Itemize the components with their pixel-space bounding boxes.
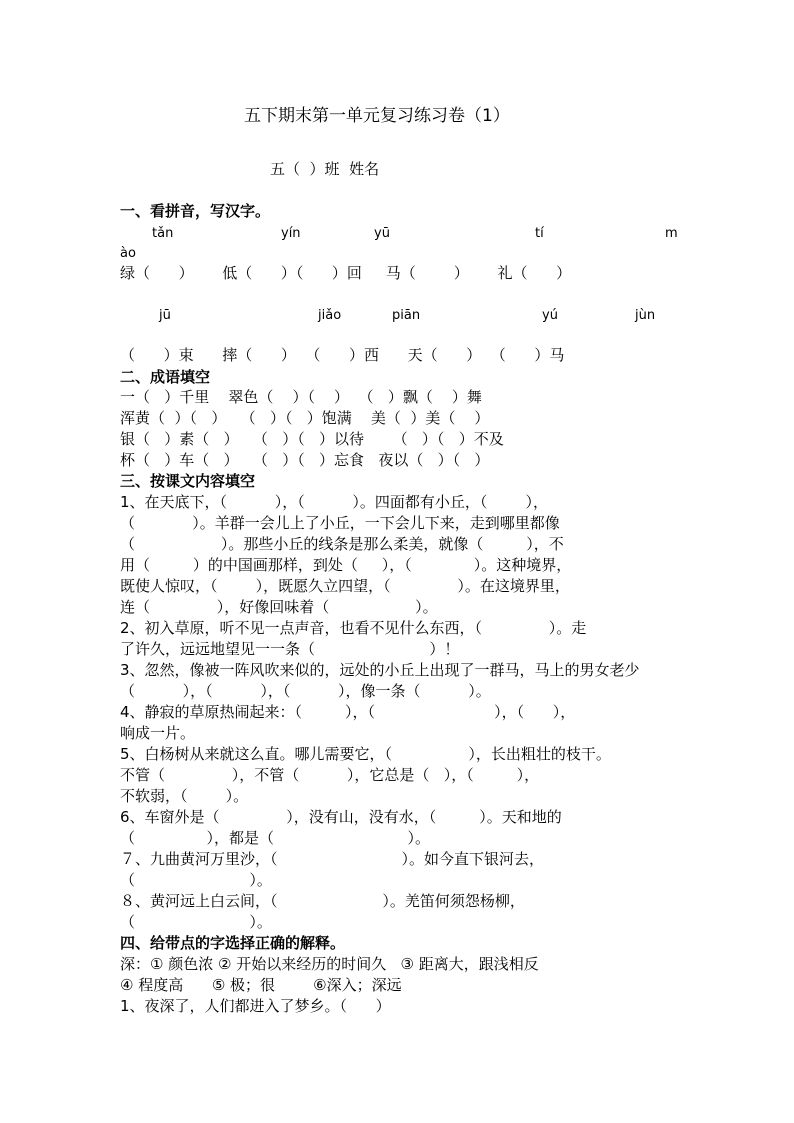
passage-line: （ ）。那些小丘的线条是那么柔美，就像（ ），不 — [120, 535, 564, 553]
hanzi-blank-row: 绿（ ） 低（ ）（ ）回 马（ ） 礼（ ） — [120, 264, 572, 282]
passage-line: 了许久，远远地望见一一条（ ）！ — [120, 640, 460, 658]
section-heading-4: 四、给带点的字选择正确的解释。 — [120, 934, 346, 952]
passage-line: 2、初入草原，听不见一点声音，也看不见什么东西，（ ）。走 — [120, 619, 587, 637]
passage-line: （ ）。羊群一会儿上了小丘，一下会儿下来，走到哪里都像 — [120, 514, 560, 532]
passage-line: ７、九曲黄河万里沙，（ ）。如今直下银河去， — [120, 850, 544, 868]
explain-line: ④ 程度高 ⑤ 极；很 ⑥深入；深远 — [120, 976, 402, 994]
idiom-line: 银（ ）素（ ） （ ）（ ）以待 （ ）（ ）不及 — [120, 430, 504, 448]
passage-line: 4、静寂的草原热闹起来：（ ），（ ），（ ）， — [120, 703, 576, 721]
section-heading-2: 二、成语填空 — [120, 368, 211, 386]
passage-line: 3、忽然，像被一阵风吹来似的，远处的小丘上出现了一群马，马上的男女老少 — [120, 661, 640, 679]
idiom-line: 杯（ ）车（ ） （ ）（ ）忘食 夜以（ ）（ ） — [120, 451, 490, 469]
passage-line: 响成一片。 — [120, 724, 196, 742]
pinyin: jiǎo — [318, 308, 342, 323]
idiom-line: 一（ ）千里 翠色（ ）（ ） （ ）飘（ ）舞 — [120, 388, 482, 406]
passage-line: 6、车窗外是（ ），没有山，没有水，（ ）。天和地的 — [120, 808, 562, 826]
explain-line: 深：① 颜色浓 ② 开始以来经历的时间久 ③ 距离大，跟浅相反 — [120, 955, 539, 973]
pinyin: tí — [535, 226, 544, 241]
pinyin: piān — [392, 308, 421, 323]
pinyin: tǎn — [152, 226, 174, 241]
pinyin: yú — [542, 308, 558, 323]
passage-line: 不管（ ），不管（ ），它总是（ ），（ ）， — [120, 766, 540, 784]
passage-line: 既使人惊叹，（ ），既愿久立四望，（ ）。在这境界里， — [120, 577, 570, 595]
pinyin: jū — [159, 308, 171, 323]
section-heading-3: 三、按课文内容填空 — [120, 472, 256, 490]
hanzi-blank-row: （ ）束 摔（ ） （ ）西 天（ ） （ ）马 — [120, 346, 565, 364]
pinyin: jùn — [635, 308, 656, 323]
section-heading-1: 一、看拼音，写汉字。 — [120, 202, 271, 220]
passage-line: （ ），（ ），（ ），像一条（ ）。 — [120, 682, 491, 700]
passage-line: 5、白杨树从来就这么直。哪儿需要它，（ ），长出粗壮的枝干。 — [120, 745, 611, 763]
explain-line: 1、夜深了，人们都进入了梦乡。（ ） — [120, 997, 391, 1015]
page-title: 五下期末第一单元复习练习卷（1） — [244, 106, 510, 126]
passage-line: （ ）。 — [120, 913, 272, 931]
pinyin: ào — [120, 246, 136, 261]
passage-line: 用（ ）的中国画那样，到处（ ），（ ）。这种境界， — [120, 556, 572, 574]
pinyin: m — [665, 226, 678, 241]
passage-line: （ ），都是（ ）。 — [120, 829, 431, 847]
idiom-line: 浑黄（ ）（ ） （ ）（ ）饱满 美（ ）美（ ） — [120, 409, 490, 427]
pinyin: yū — [374, 226, 390, 241]
pinyin: yín — [281, 226, 301, 241]
passage-line: 连（ ），好像回味着（ ）。 — [120, 598, 438, 616]
passage-line: （ ）。 — [120, 871, 272, 889]
passage-line: ８、黄河远上白云间，（ ）。羌笛何须怨杨柳， — [120, 892, 525, 910]
passage-line: 1、在天底下，（ ），（ ）。四面都有小丘，（ ）， — [120, 493, 549, 511]
class-name-line: 五（ ）班 姓名 — [270, 160, 380, 178]
passage-line: 不软弱，（ ）。 — [120, 787, 249, 805]
